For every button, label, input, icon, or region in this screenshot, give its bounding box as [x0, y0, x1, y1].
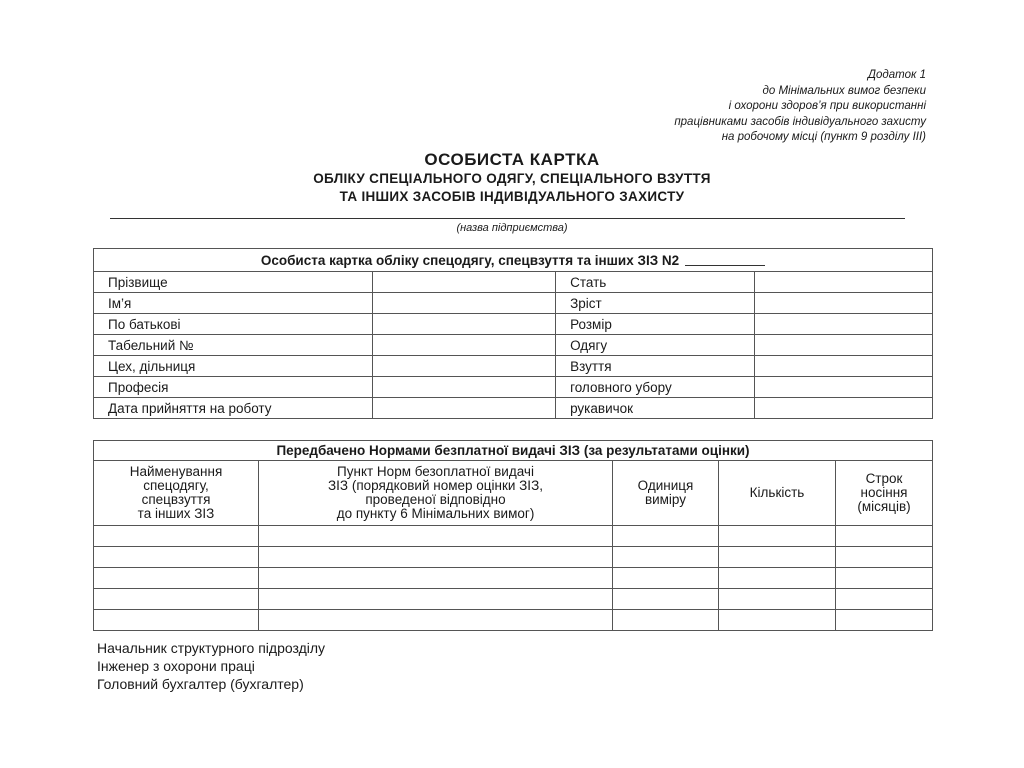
column-header-line: носіння: [860, 485, 908, 500]
norms-column-headers: [94, 461, 933, 526]
field-value-cell[interactable]: [373, 335, 556, 356]
annex-line: на робочому місці (пункт 9 розділу ІІІ): [721, 131, 926, 143]
field-label: Одягу: [556, 335, 755, 356]
table-row: [94, 272, 933, 293]
annex-line: і охорони здоров’я при використанні: [728, 100, 926, 112]
field-label: Професія: [94, 377, 373, 398]
field-value-cell[interactable]: [755, 272, 933, 293]
table-cell[interactable]: [836, 589, 933, 610]
field-label: Зріст: [556, 293, 755, 314]
table-row: [94, 293, 933, 314]
norms-header: Передбачено Нормами безплатної видачі ЗІЗ (за результатами оцінки): [94, 441, 933, 461]
field-value-cell[interactable]: [373, 272, 556, 293]
annex-line: працівниками засобів індивідуального захисту: [674, 115, 926, 128]
title-line-2: ОБЛІКУ СПЕЦІАЛЬНОГО ОДЯГУ, СПЕЦІАЛЬНОГО ВЗУТТЯ: [313, 171, 711, 186]
field-value-cell[interactable]: [755, 356, 933, 377]
table-cell[interactable]: [719, 526, 836, 547]
table-row: [94, 356, 933, 377]
table-cell[interactable]: [94, 589, 259, 610]
column-header-norm-clause: [259, 461, 613, 526]
table-row: [94, 610, 933, 631]
table-cell[interactable]: [719, 589, 836, 610]
table-cell[interactable]: [94, 547, 259, 568]
table-cell[interactable]: [259, 589, 613, 610]
enterprise-caption: (назва підприємства): [456, 222, 568, 234]
table-cell[interactable]: [259, 610, 613, 631]
table-cell[interactable]: [719, 547, 836, 568]
table-cell[interactable]: [259, 526, 613, 547]
table-row: [94, 547, 933, 568]
field-value-cell[interactable]: [755, 293, 933, 314]
field-value-cell[interactable]: [373, 356, 556, 377]
field-label: Прізвище: [94, 272, 373, 293]
table-row: [94, 398, 933, 419]
field-value-cell[interactable]: [373, 377, 556, 398]
table-cell[interactable]: [836, 610, 933, 631]
field-label: Цех, дільниця: [94, 356, 373, 377]
personal-card-table: [93, 248, 933, 419]
table-row: [94, 377, 933, 398]
column-header-line: Строк: [865, 471, 903, 486]
annex-note: [674, 68, 926, 146]
column-header-line: Кількість: [749, 485, 805, 500]
enterprise-name-field[interactable]: [110, 218, 905, 219]
column-header-unit: [613, 461, 719, 526]
field-value-cell[interactable]: [755, 314, 933, 335]
column-header-line: (місяців): [857, 499, 911, 514]
table-cell[interactable]: [94, 568, 259, 589]
table-row: [94, 589, 933, 610]
field-label: Розмір: [556, 314, 755, 335]
signatures-block: [97, 639, 325, 693]
column-header-line: та інших ЗІЗ: [137, 506, 215, 521]
signature-line: Головний бухгалтер (бухгалтер): [97, 676, 304, 692]
field-value-cell[interactable]: [373, 293, 556, 314]
field-label: рукавичок: [556, 398, 755, 419]
table-cell[interactable]: [836, 568, 933, 589]
card-header: [94, 249, 933, 272]
table-cell[interactable]: [94, 610, 259, 631]
field-label: Табельний №: [94, 335, 373, 356]
table-row: [94, 335, 933, 356]
table-cell[interactable]: [719, 568, 836, 589]
column-header-line: спецвзуття: [141, 492, 211, 507]
field-label: Ім’я: [94, 293, 373, 314]
table-cell[interactable]: [836, 526, 933, 547]
column-header-quantity: [719, 461, 836, 526]
card-number-blank[interactable]: [685, 255, 765, 266]
table-cell[interactable]: [836, 547, 933, 568]
field-value-cell[interactable]: [755, 377, 933, 398]
title-line-3: ТА ІНШИХ ЗАСОБІВ ІНДИВІДУАЛЬНОГО ЗАХИСТУ: [339, 189, 685, 204]
signature-line: Інженер з охорони праці: [97, 658, 255, 674]
field-label: Взуття: [556, 356, 755, 377]
table-cell[interactable]: [613, 589, 719, 610]
table-cell[interactable]: [613, 547, 719, 568]
table-row: [94, 314, 933, 335]
field-value-cell[interactable]: [373, 314, 556, 335]
table-cell[interactable]: [259, 547, 613, 568]
column-header-line: ЗІЗ (порядковий номер оцінки ЗІЗ,: [328, 478, 543, 493]
field-label: головного убору: [556, 377, 755, 398]
table-row: [94, 526, 933, 547]
table-cell[interactable]: [613, 526, 719, 547]
column-header-line: проведеної відповідно: [365, 492, 506, 507]
column-header-wear-period: [836, 461, 933, 526]
field-value-cell[interactable]: [755, 398, 933, 419]
column-header-line: Пункт Норм безоплатної видачі: [337, 464, 534, 479]
norms-table: [93, 440, 933, 631]
column-header-line: Одиниця: [637, 478, 694, 493]
field-value-cell[interactable]: [755, 335, 933, 356]
column-header-line: спецодягу,: [143, 478, 209, 493]
document-title: [0, 150, 1024, 206]
field-value-cell[interactable]: [373, 398, 556, 419]
title-line-1: ОСОБИСТА КАРТКА: [424, 150, 600, 169]
table-cell[interactable]: [613, 568, 719, 589]
signature-line: Начальник структурного підрозділу: [97, 640, 326, 656]
column-header-line: Найменування: [129, 464, 223, 479]
table-cell[interactable]: [613, 610, 719, 631]
field-label: Дата прийняття на роботу: [94, 398, 373, 419]
column-header-line: виміру: [644, 492, 687, 507]
field-label: По батькові: [94, 314, 373, 335]
table-row: [94, 568, 933, 589]
card-header-text: Особиста картка обліку спецодягу, спецвзуття та інших ЗІЗ N2: [260, 252, 680, 268]
table-cell[interactable]: [719, 610, 836, 631]
column-header-item-name: [94, 461, 259, 526]
table-cell[interactable]: [94, 526, 259, 547]
annex-line: Додаток 1: [867, 69, 926, 81]
table-cell[interactable]: [259, 568, 613, 589]
column-header-line: до пункту 6 Мінімальних вимог): [336, 506, 535, 521]
annex-line: до Мінімальних вимог безпеки: [762, 84, 926, 97]
field-label: Стать: [556, 272, 755, 293]
